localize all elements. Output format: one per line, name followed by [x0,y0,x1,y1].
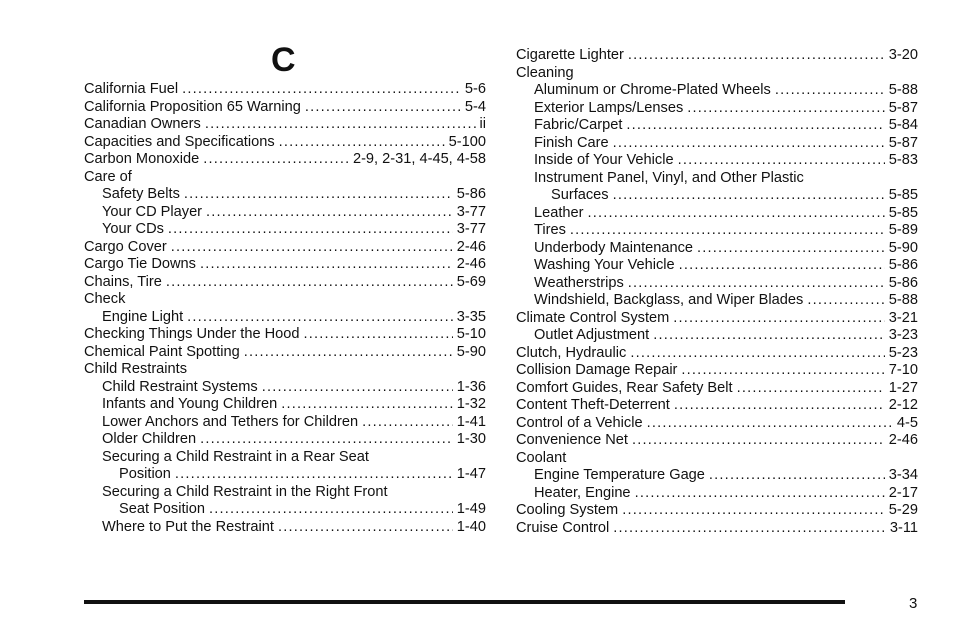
index-entry [84,379,486,397]
index-entry [84,361,486,379]
dot-leader [281,396,453,414]
index-entry [84,396,486,414]
index-entry [516,485,918,503]
entry-text: Instrument Panel, Vinyl, and Other Plastic [534,169,804,186]
entry-text: Care of [84,168,132,185]
entry-text: Chains, Tire [84,273,162,290]
dot-leader [737,380,885,398]
dot-leader [653,327,885,345]
index-entry [84,326,486,344]
entry-text: Older Children [102,431,197,447]
entry-page-ref: 2-12 [888,397,918,413]
dot-leader [681,362,884,380]
entry-text: Fabric/Carpet [534,117,623,133]
dot-leader [187,309,453,327]
entry-page-ref: 5-23 [888,344,918,361]
entry-text: Cargo Cover [84,238,167,255]
entry-text: Infants and Young Children [102,396,278,412]
entry-page-ref: 1-32 [456,396,486,412]
entry-page-ref: 5-87 [888,99,918,116]
entry-page-ref: 1-36 [456,378,486,395]
entry-text: Heater, Engine [534,484,631,501]
entry-text: Clutch, Hydraulic [516,344,627,361]
entry-page-ref: 2-46 [456,256,486,272]
index-entry [84,291,486,309]
entry-text: Your CD Player [102,203,203,220]
entry-page-ref: 5-88 [888,292,918,308]
index-entry [516,222,918,240]
dot-leader [175,466,453,484]
entry-page-ref: 3-77 [456,221,486,237]
dot-leader [647,415,893,433]
entry-text: Finish Care [534,134,609,151]
dot-leader [709,467,885,485]
dot-leader [588,205,885,223]
section-letter-heading: C [271,41,296,79]
index-entry [84,344,486,362]
index-entry [516,100,918,118]
index-entry [516,170,918,188]
entry-page-ref: 1-49 [456,501,486,517]
entry-page-ref: 3-77 [456,203,486,220]
entry-text: Content Theft-Deterrent [516,397,670,413]
index-entry [516,362,918,380]
dot-leader [613,520,886,538]
entry-page-ref: 3-35 [456,308,486,325]
index-entry [84,186,486,204]
dot-leader [203,151,349,169]
index-entry [516,467,918,485]
index-entry [516,65,918,83]
entry-page-ref: 2-9, 2-31, 4-45, 4-58 [352,151,486,167]
entry-page-ref: 3-34 [888,467,918,483]
index-entry [516,310,918,328]
entry-text: Child Restraint Systems [102,378,258,395]
index-entry [84,256,486,274]
entry-text: Cargo Tie Downs [84,256,196,272]
entry-page-ref: 4-5 [896,414,918,431]
dot-leader [622,502,885,520]
entry-page-ref: 5-88 [888,82,918,98]
entry-page-ref: 2-17 [888,484,918,501]
entry-text: Safety Belts [102,186,180,202]
dot-leader [209,501,453,519]
entry-page-ref: 1-40 [456,518,486,535]
index-entry [84,484,486,502]
index-column-left [84,81,486,536]
entry-text: Seat Position [119,501,205,517]
dot-leader [305,99,461,117]
dot-leader [678,152,885,170]
index-entry [84,431,486,449]
entry-page-ref: 5-89 [888,222,918,238]
entry-text: California Fuel [84,81,179,97]
index-entry [84,151,486,169]
index-entry [84,519,486,537]
index-entry [516,502,918,520]
index-entry [516,240,918,258]
footer-rule [84,600,845,604]
index-entry [84,309,486,327]
entry-page-ref: 3-23 [888,327,918,343]
dot-leader [632,432,885,450]
entry-text: Carbon Monoxide [84,151,200,167]
index-entry [516,380,918,398]
entry-text: Cigarette Lighter [516,47,624,63]
dot-leader [679,257,885,275]
entry-page-ref: 2-46 [888,432,918,448]
index-column-right [516,47,918,537]
entry-page-ref: 5-86 [888,274,918,291]
index-entry [84,204,486,222]
dot-leader [628,275,885,293]
entry-text: Inside of Your Vehicle [534,152,674,168]
index-entry [516,205,918,223]
entry-text: Checking Things Under the Hood [84,326,300,342]
entry-text: Washing Your Vehicle [534,257,675,273]
index-entry [84,449,486,467]
index-entry [516,152,918,170]
entry-page-ref: 5-10 [456,326,486,342]
index-entry [516,345,918,363]
index-entry [84,134,486,152]
entry-page-ref: 5-85 [888,187,918,203]
dot-leader [200,431,453,449]
entry-text: Engine Temperature Gage [534,467,705,483]
entry-page-ref: 7-10 [888,362,918,378]
entry-text: Canadian Owners [84,116,201,132]
index-entry [516,415,918,433]
page-number: 3 [909,595,918,612]
entry-text: Exterior Lamps/Lenses [534,99,684,116]
index-entry [84,239,486,257]
dot-leader [626,117,884,135]
entry-text: Chemical Paint Spotting [84,343,240,360]
dot-leader [244,344,453,362]
entry-text: Leather [534,204,584,221]
dot-leader [304,326,453,344]
index-entry [516,520,918,538]
entry-text: Outlet Adjustment [534,327,650,343]
entry-page-ref: 5-4 [464,98,486,115]
dot-leader [171,239,453,257]
entry-text: California Proposition 65 Warning [84,98,301,115]
entry-page-ref: 1-47 [456,466,486,482]
entry-text: Climate Control System [516,309,670,326]
entry-page-ref: 5-90 [888,239,918,256]
dot-leader [279,134,445,152]
entry-page-ref: 5-83 [888,152,918,168]
index-entry [516,187,918,205]
dot-leader [182,81,461,99]
entry-text: Your CDs [102,221,164,237]
entry-text: Capacities and Specifications [84,133,275,150]
entry-page-ref: 5-90 [456,343,486,360]
dot-leader [205,116,476,134]
entry-text: Windshield, Backglass, and Wiper Blades [534,292,804,308]
dot-leader [262,379,453,397]
dot-leader [200,256,453,274]
entry-page-ref: 3-21 [888,309,918,326]
index-entry [516,135,918,153]
dot-leader [628,47,885,65]
entry-text: Position [119,466,171,482]
entry-text: Cruise Control [516,519,610,536]
entry-text: Securing a Child Restraint in the Right Front [102,483,388,500]
entry-text: Surfaces [551,187,609,203]
index-entry [84,169,486,187]
entry-text: Convenience Net [516,432,628,448]
entry-page-ref: 5-85 [888,204,918,221]
dot-leader [635,485,885,503]
entry-text: Where to Put the Restraint [102,518,274,535]
entry-page-ref: 1-27 [888,379,918,396]
dot-leader [184,186,453,204]
entry-page-ref: 3-20 [888,47,918,63]
entry-page-ref: 5-29 [888,502,918,518]
index-entry [84,466,486,484]
entry-page-ref: 3-11 [889,519,918,536]
dot-leader [697,240,885,258]
index-entry [516,117,918,135]
index-entry [516,47,918,65]
entry-page-ref: 5-100 [448,133,486,150]
dot-leader [630,345,884,363]
entry-page-ref: 1-41 [456,413,486,430]
index-entry [84,99,486,117]
entry-text: Tires [534,222,566,238]
entry-page-ref: 1-30 [456,431,486,447]
dot-leader [168,221,453,239]
entry-page-ref: 5-86 [888,257,918,273]
dot-leader [613,187,885,205]
index-entry [516,82,918,100]
index-entry [84,414,486,432]
entry-text: Control of a Vehicle [516,414,643,431]
index-entry [516,432,918,450]
dot-leader [674,397,885,415]
index-entry [516,257,918,275]
entry-text: Coolant [516,449,567,466]
entry-page-ref: 2-46 [456,238,486,255]
dot-leader [570,222,885,240]
entry-page-ref: 5-6 [464,81,486,97]
index-entry [516,397,918,415]
dot-leader [166,274,453,292]
dot-leader [278,519,453,537]
dot-leader [807,292,884,310]
entry-text: Check [84,291,126,307]
index-entry [84,221,486,239]
dot-leader [687,100,885,118]
index-entry [84,81,486,99]
entry-text: Aluminum or Chrome-Plated Wheels [534,82,771,98]
entry-page-ref: ii [479,116,486,132]
dot-leader [206,204,453,222]
entry-page-ref: 5-69 [456,273,486,290]
index-entry [516,292,918,310]
entry-text: Collision Damage Repair [516,362,678,378]
dot-leader [673,310,885,328]
entry-text: Weatherstrips [534,274,624,291]
entry-text: Child Restraints [84,361,188,377]
entry-page-ref: 5-84 [888,117,918,133]
entry-text: Engine Light [102,308,184,325]
index-entry [84,116,486,134]
index-entry [516,450,918,468]
index-entry [516,275,918,293]
entry-page-ref: 5-86 [456,186,486,202]
dot-leader [613,135,885,153]
entry-text: Cooling System [516,502,619,518]
entry-text: Comfort Guides, Rear Safety Belt [516,379,733,396]
entry-text: Underbody Maintenance [534,239,694,256]
dot-leader [775,82,885,100]
index-entry [516,327,918,345]
index-entry [84,501,486,519]
entry-text: Securing a Child Restraint in a Rear Seat [102,448,369,465]
entry-page-ref: 5-87 [888,134,918,151]
dot-leader [362,414,453,432]
entry-text: Lower Anchors and Tethers for Children [102,413,359,430]
index-entry [84,274,486,292]
entry-text: Cleaning [516,64,574,81]
